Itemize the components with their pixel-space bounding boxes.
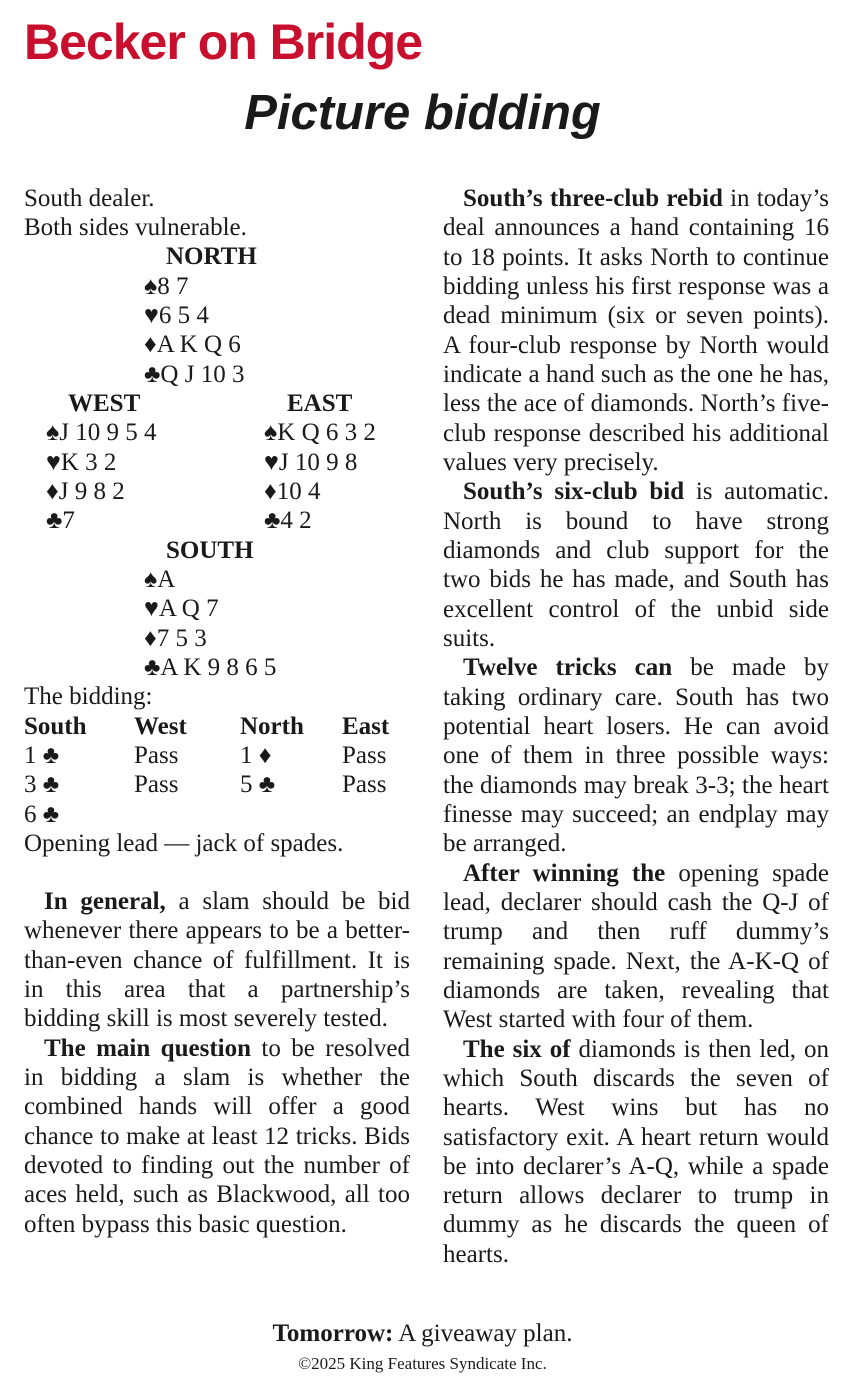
paragraph-text: to be resolved in bidding a slam is whether the combined hands will offer a good chance to make at least 12 tricks. Bids devoted to finding out the number of aces held, such as Blackwood, all too often bypass this basic question.	[24, 1034, 410, 1238]
east-clubs: ♣4 2	[264, 507, 312, 534]
paragraph	[443, 859, 829, 1035]
paragraph-text: opening spade lead, declarer should cash the Q-J of trump and then ruff dummy’s remaining spade. Next, the A-K-Q of diamonds are taken, revealing that West started with four of them.	[443, 859, 829, 1034]
left-article-column	[24, 887, 410, 1239]
paragraph-lead: Twelve tricks can	[463, 654, 673, 682]
paragraph-lead: The main question	[44, 1034, 251, 1062]
south-diamonds: ♦7 5 3	[144, 625, 207, 652]
north-diamonds: ♦A K Q 6	[144, 331, 241, 358]
vulnerability-line: Both sides vulnerable.	[24, 214, 247, 241]
south-spades: ♠A	[144, 566, 176, 593]
paragraph	[443, 477, 829, 653]
paragraph-text: is automatic. North is bound to have strong diamonds and club support for the two bids he has made, and South has excellent control of the unbid side suits.	[443, 478, 829, 652]
bid-cell: 6 ♣	[24, 801, 60, 828]
paragraph	[443, 1035, 829, 1270]
north-clubs: ♣Q J 10 3	[144, 361, 245, 388]
bidding-header-south: South	[24, 713, 87, 740]
south-hearts: ♥A Q 7	[144, 595, 219, 622]
bid-cell: 3 ♣	[24, 771, 60, 798]
bid-cell: 5 ♣	[240, 771, 276, 798]
west-label: WEST	[68, 390, 141, 417]
paragraph-lead: In general,	[44, 888, 166, 915]
paragraph-text: a slam should be bid whenever there appears to be a better-than-even chance of fulfillment. It is in this area that a partnership’s bidding skill is most severely tested.	[24, 888, 410, 1033]
paragraph-text: in today’s deal announces a hand containing 16 to 18 points. It asks North to continue bidding unless his first response was a dead minimum (six or seven points). A four-club response by North would indicate a hand such as the one he has, less the ace of diamonds. North’s five-club response described his additional values very precisely.	[443, 185, 829, 476]
tomorrow-teaser	[0, 1319, 845, 1349]
paragraph	[443, 184, 829, 477]
bidding-header-east: East	[342, 713, 390, 740]
east-diamonds: ♦10 4	[264, 478, 321, 505]
east-spades: ♠K Q 6 3 2	[264, 419, 376, 446]
west-spades: ♠J 10 9 5 4	[46, 419, 157, 446]
column-brand-title: Becker on Bridge	[24, 14, 423, 70]
east-hearts: ♥J 10 9 8	[264, 449, 358, 476]
dealer-line: South dealer.	[24, 185, 155, 212]
article-headline: Picture bidding	[244, 86, 601, 140]
paragraph	[24, 1034, 410, 1239]
paragraph-lead: South’s three-club rebid	[463, 185, 723, 212]
copyright-notice: ©2025 King Features Syndicate Inc.	[298, 1354, 547, 1373]
right-article-column	[443, 184, 829, 1269]
west-hearts: ♥K 3 2	[46, 449, 117, 476]
paragraph-text: be made by taking ordinary care. South has two potential heart losers. He can avoid one of them in three possible ways: the diamonds may break 3-3; the heart finesse may succeed; an endplay may be arranged.	[443, 654, 829, 858]
bid-cell: Pass	[342, 771, 387, 798]
opening-lead: Opening lead — jack of spades.	[24, 830, 344, 857]
bid-cell: Pass	[134, 742, 179, 769]
south-clubs: ♣A K 9 8 6 5	[144, 654, 277, 681]
bidding-title: The bidding:	[24, 683, 153, 710]
north-spades: ♠8 7	[144, 273, 189, 300]
bid-cell: 1 ♦	[240, 742, 272, 769]
tomorrow-label: Tomorrow:	[272, 1320, 394, 1347]
bid-cell: Pass	[134, 771, 179, 798]
north-hearts: ♥6 5 4	[144, 302, 209, 329]
bid-cell: Pass	[342, 742, 387, 769]
north-label: NORTH	[166, 243, 257, 270]
paragraph-lead: After winning the	[463, 859, 666, 887]
paragraph-lead: South’s six-club bid	[463, 478, 685, 506]
bidding-header-north: North	[240, 713, 304, 740]
east-label: EAST	[287, 390, 353, 417]
bidding-header-west: West	[134, 713, 187, 740]
paragraph-text: diamonds is then led, on which South discards the seven of hearts. West wins but has no satisfactory exit. A heart return would be into declarer’s A-Q, while a spade return allows declarer to trump in dummy as he discards the queen of hearts.	[443, 1035, 829, 1268]
paragraph	[443, 653, 829, 858]
south-label: SOUTH	[166, 537, 254, 564]
west-clubs: ♣7	[46, 507, 75, 534]
paragraph	[24, 887, 410, 1034]
west-diamonds: ♦J 9 8 2	[46, 478, 125, 505]
bid-cell: 1 ♣	[24, 742, 60, 769]
paragraph-lead: The six of	[463, 1035, 571, 1063]
tomorrow-text: A giveaway plan.	[393, 1320, 573, 1347]
